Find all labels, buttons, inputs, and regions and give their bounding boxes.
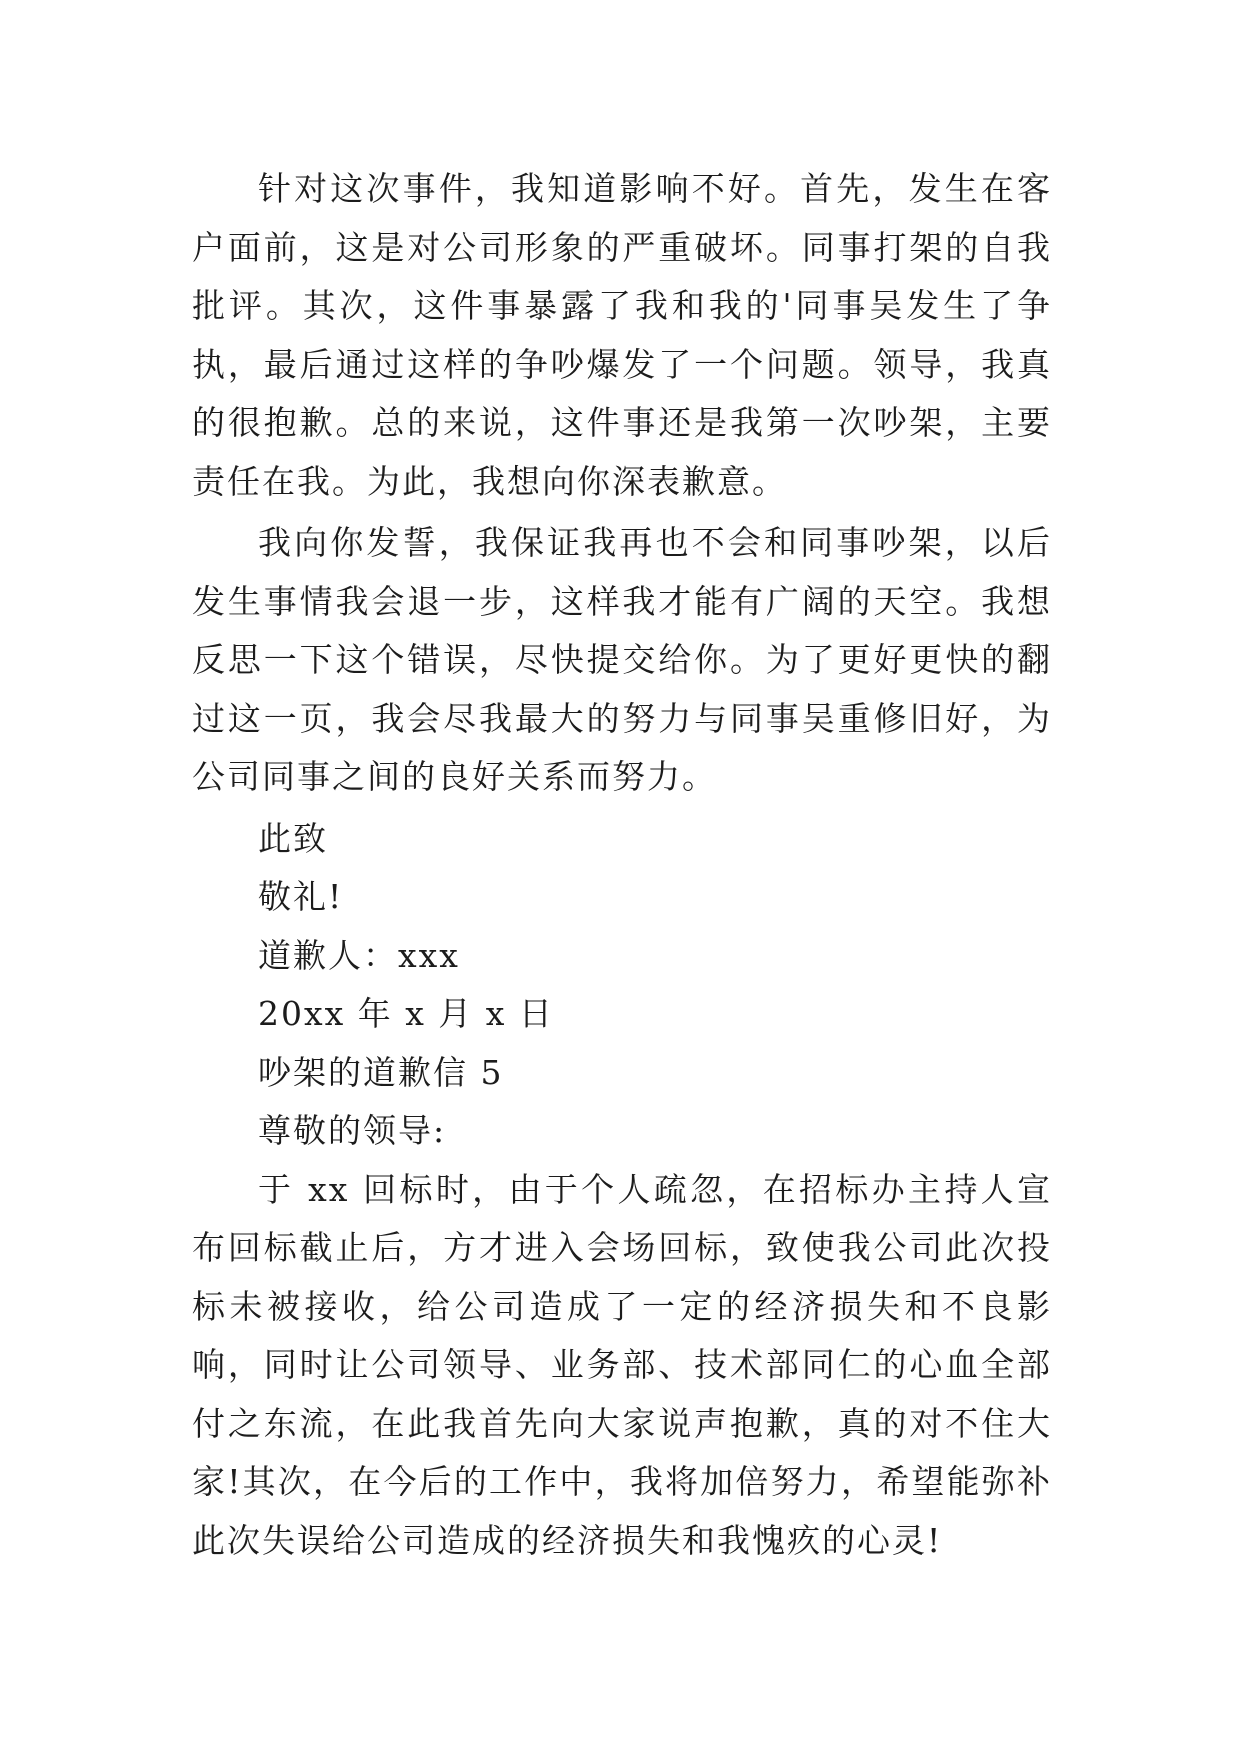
section-title: 吵架的道歉信 5 xyxy=(258,1052,504,1092)
paragraph-apology-1: 针对这次事件，我知道影响不好。首先，发生在客户面前，这是对公司形象的严重破坏。同事打架的自我批评。其次，这件事暴露了我和我的'同事吴发生了争执，最后通过这样的争吵爆发了一个问题。领导，我真的很抱歉。总的来说，这件事还是我第一次吵架，主要责任在我。为此，我想向你深表歉意。 xyxy=(192,169,1052,501)
salute-line: 敬礼! xyxy=(258,877,344,916)
closing-line: 此致 xyxy=(258,818,328,858)
greeting-line: 尊敬的领导: xyxy=(258,1111,447,1150)
paragraph-body: 于 xx 回标时，由于个人疏忽，在招标办主持人宣布回标截止后，方才进入会场回标，致使我公司此次投标未被接收，给公司造成了一定的经济损失和不良影响，同时让公司领导、业务部、技术部同仁的心血全部付之东流，在此我首先向大家说声抱歉，真的对不住大家!其次，在今后的工作中，我将加倍努力，希望能弥补此次失误给公司造成的经济损失和我愧疚的心灵! xyxy=(192,1169,1052,1560)
document-body xyxy=(192,160,1052,1570)
signature-line: 道歉人：xxx xyxy=(258,935,460,975)
paragraph-apology-2: 我向你发誓，我保证我再也不会和同事吵架，以后发生事情我会退一步，这样我才能有广阔的天空。我想反思一下这个错误，尽快提交给你。为了更好更快的翻过这一页，我会尽我最大的努力与同事吴重修旧好，为公司同事之间的良好关系而努力。 xyxy=(192,523,1052,796)
date-line: 20xx 年 x 月 x 日 xyxy=(258,994,554,1033)
